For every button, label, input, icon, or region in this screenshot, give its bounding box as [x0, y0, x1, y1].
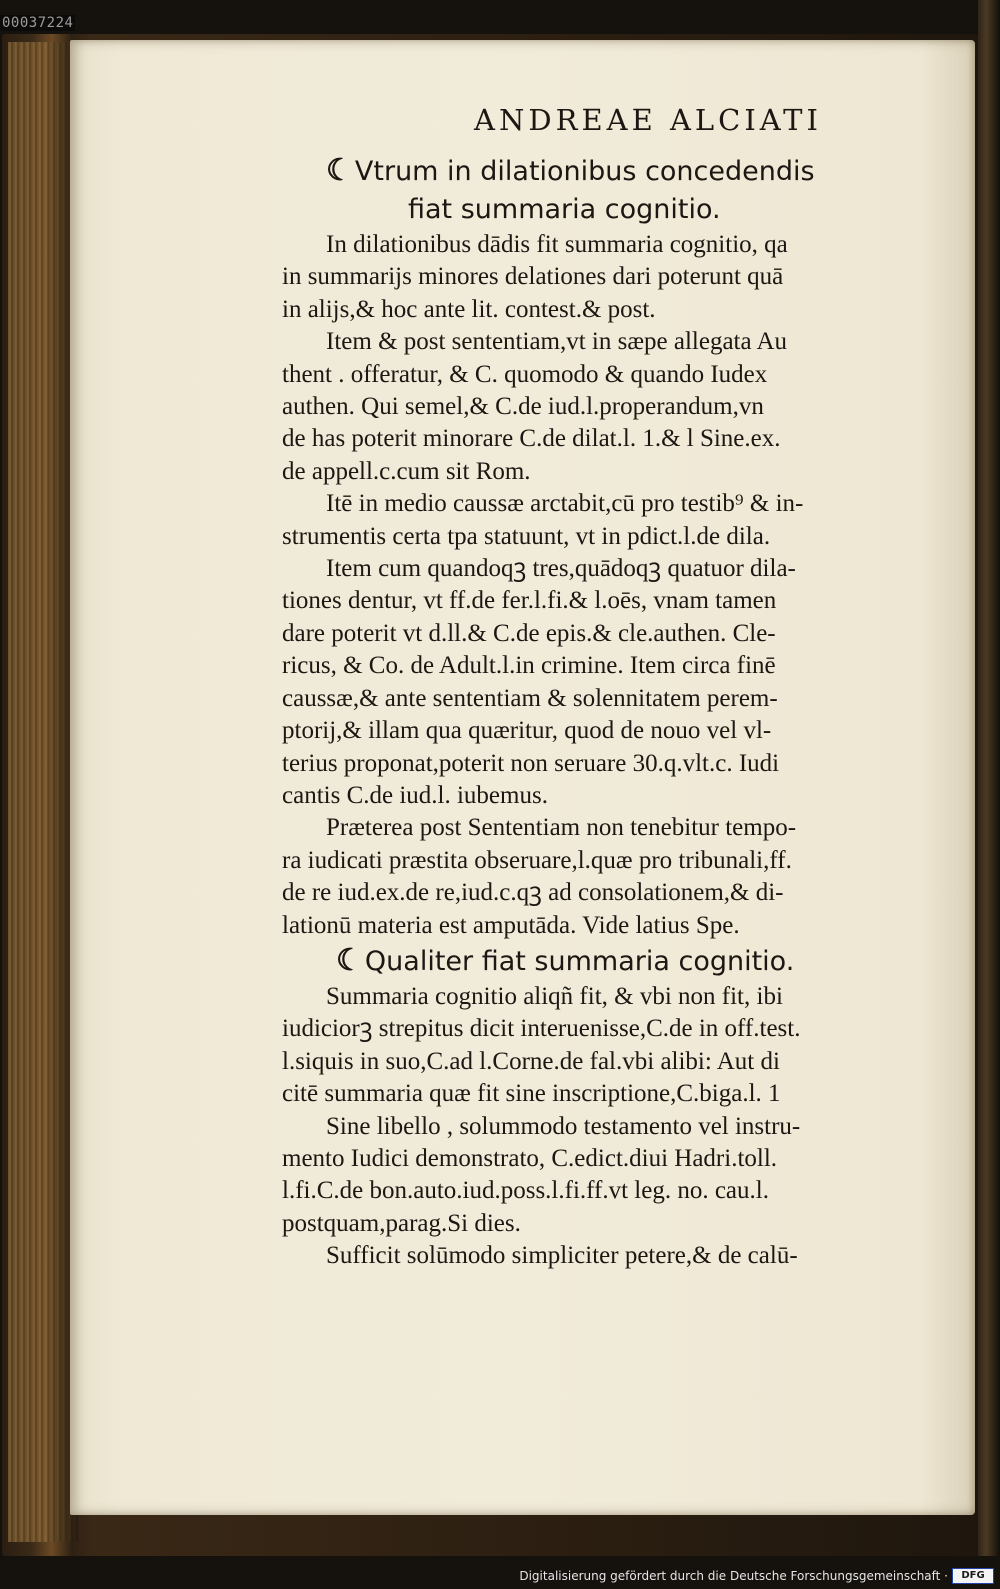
text-line: l.siquis in suo,C.ad l.Corne.de fal.vbi alibi: Aut di — [282, 1047, 780, 1075]
dfg-logo: DFG — [952, 1568, 994, 1584]
text-line: mento Iudici demonstrato, C.edict.diui Hadri.toll. — [282, 1144, 778, 1172]
text-line: Item & post sententiam,vt in sæpe allegata Au — [326, 328, 788, 356]
text-line: Sine libello , solummodo testamento vel instru- — [326, 1112, 801, 1140]
section-heading — [278, 942, 928, 981]
text-line: ra iudicati præstita obseruare,l.quæ pro tribunali,ff. — [282, 846, 792, 874]
paragraph — [278, 1240, 928, 1272]
text-line: lationū materia est amputāda. Vide latius Spe. — [282, 911, 740, 939]
text-line: dare poterit vt d.ll.& C.de epis.& cle.authen. Cle- — [282, 619, 776, 647]
text-line: de appell.c.cum sit Rom. — [282, 457, 531, 485]
paragraph — [278, 553, 928, 812]
text-line: iudiciorꝫ strepitus dicit interuenisse,C.de in off.test. — [282, 1015, 801, 1043]
section-heading — [278, 152, 928, 229]
text-line: strumentis certa tpa statuunt, vt in pdict.l.de dila. — [282, 522, 771, 550]
text-line: l.fi.C.de bon.auto.iud.poss.l.fi.ff.vt leg. no. cau.l. — [282, 1177, 769, 1205]
running-head: ANDREAE ALCIATI — [474, 103, 822, 137]
text-line: caussæ,& ante sententiam & solennitatem perem- — [282, 684, 778, 712]
paragraph — [278, 981, 928, 1111]
pilcrow-icon: ☾ — [336, 942, 363, 978]
scan-id: 00037224 — [2, 15, 74, 31]
text-line: postquam,parag.Si dies. — [282, 1209, 521, 1237]
text-line: tiones dentur, vt ff.de fer.l.fi.& l.oēs, vnam tamen — [282, 587, 777, 615]
text-line: citē summaria quæ fit sine inscriptione,C.biga.l. 1 — [282, 1080, 781, 1108]
paragraph — [278, 229, 928, 326]
paragraph — [278, 812, 928, 942]
paragraph — [278, 1111, 928, 1241]
book-board — [978, 0, 998, 1556]
text-line: ricus, & Co. de Adult.l.in crimine. Item circa finē — [282, 652, 776, 680]
text-line: In dilationibus dādis fit summaria cognitio, qa — [326, 231, 788, 258]
digitization-credit: Digitalisierung gefördert durch die Deutsche Forschungsgemeinschaft · — [519, 1569, 948, 1583]
text-line: authen. Qui semel,& C.de iud.l.properandum,vn — [282, 393, 764, 421]
paragraph — [278, 488, 928, 553]
pilcrow-icon: ☾ — [326, 153, 353, 188]
text-line: Sufficit solūmodo simpliciter petere,& de calū- — [326, 1242, 798, 1270]
text-line: ptorij,& illam qua quæritur, quod de nouo vel vl- — [282, 717, 772, 745]
text-line: Item cum quandoqꝫ tres,quādoqꝫ quatuor dila- — [326, 555, 796, 583]
text-line: de has poterit minorare C.de dilat.l. 1.& l Sine.ex. — [282, 425, 781, 453]
text-line: in summarijs minores delationes dari poterunt quā — [282, 263, 784, 291]
text-line: Summaria cognitio aliqñ fit, & vbi non fit, ibi — [326, 982, 783, 1010]
text-line: Præterea post Sententiam non tenebitur tempo- — [326, 814, 797, 842]
heading-line: ☾Vtrum in dilationibus concedendis — [326, 153, 815, 188]
page-text-block — [278, 102, 928, 1273]
text-line: in alijs,& hoc ante lit. contest.& post. — [282, 295, 656, 323]
text-line: Itē in medio caussæ arctabit,cū pro testib⁹ & in- — [326, 490, 804, 518]
heading-line: fiat summaria cognitio. — [408, 194, 721, 225]
page-edges — [8, 42, 78, 1542]
text-line: cantis C.de iud.l. iubemus. — [282, 781, 548, 809]
text-line: thent . offeratur, & C. quomodo & quando Iudex — [282, 360, 768, 388]
heading-line: ☾Qualiter fiat summaria cognitio. — [336, 942, 795, 978]
text-line: de re iud.ex.de re,iud.c.qꝫ ad consolationem,& di- — [282, 879, 784, 907]
text-line: terius proponat,poterit non seruare 30.q.vlt.c. Iudi — [282, 749, 780, 777]
paragraph — [278, 326, 928, 488]
